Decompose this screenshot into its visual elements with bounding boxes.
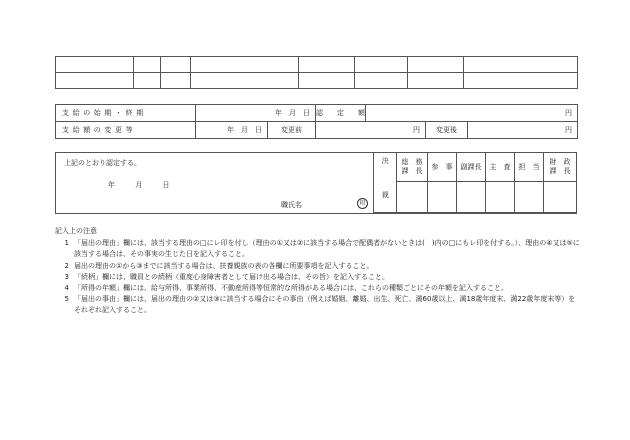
instructions-title: 記入上の注意 xyxy=(55,227,97,235)
table-cell[interactable] xyxy=(299,73,355,89)
list-item: 3 「続柄」欄には、職員との続柄（重度心身障害者として届け出る場合は、その旨）を記入すること。 xyxy=(64,272,389,281)
stamp-header-staff: 担 当 xyxy=(515,153,544,182)
period-label: 支給の始期・終期 xyxy=(56,105,196,122)
before-amount-field[interactable]: 円 xyxy=(316,122,426,139)
table-cell[interactable] xyxy=(408,57,464,73)
stamp-cell[interactable] xyxy=(486,182,515,213)
list-item: 1 「届出の理由」欄には、該当する理由の□にレ印を付し（理由の①又は②に該当する場合で配偶者がないときは( )内の□にもレ印を付する。）、理由の④又は⑤に該当する場合は、その事実の生じた日を記入すること。 xyxy=(64,239,580,259)
table-row xyxy=(56,122,578,139)
stamp-cell[interactable] xyxy=(397,182,428,213)
list-item: 2 届出の理由の①から③までに該当する場合は、扶養親族の表の各欄に所要事項を記入すること。 xyxy=(64,261,374,270)
stamp-cell[interactable] xyxy=(457,182,486,213)
decision-label: 決 裁 xyxy=(374,153,397,213)
seal-icon: 印 xyxy=(357,198,368,209)
stamp-cell[interactable] xyxy=(544,182,577,213)
official-name-label: 職氏名 xyxy=(281,201,302,209)
change-label: 支給額の変更等 xyxy=(56,122,196,139)
approval-stamp-table xyxy=(373,152,577,213)
list-item: 4 「所得の年額」欄には、給与所得、事業所得、不動産所得等恒常的な所得がある場合には、これらの種類ごとにその年額を記入すること。 xyxy=(64,284,508,293)
stamp-header-finance-chief: 財 政 課 長 xyxy=(544,153,577,182)
table-cell[interactable] xyxy=(355,57,408,73)
instructions-section xyxy=(55,226,580,317)
allowance-amount-table xyxy=(55,104,578,139)
certified-amount-label: 認 定 額 xyxy=(316,105,366,122)
table-cell[interactable] xyxy=(134,57,161,73)
table-row xyxy=(56,57,578,73)
approval-statement: 上記のとおり認定する。 xyxy=(64,159,141,167)
stamp-cell[interactable] xyxy=(428,182,457,213)
after-label: 変更後 xyxy=(426,122,468,139)
table-cell[interactable] xyxy=(191,57,299,73)
dependents-table-rows xyxy=(55,56,578,89)
stamp-header-general-affairs-chief: 総 務 課 長 xyxy=(397,153,428,182)
stamp-header-deputy-chief: 副課長 xyxy=(457,153,486,182)
change-date-field[interactable]: 年 月 日 xyxy=(196,122,268,139)
table-row xyxy=(374,153,577,182)
table-cell[interactable] xyxy=(464,57,578,73)
approval-date-field[interactable]: 年 月 日 xyxy=(108,181,170,189)
stamp-cell[interactable] xyxy=(515,182,544,213)
table-row xyxy=(56,73,578,89)
table-cell[interactable] xyxy=(56,73,134,89)
table-cell[interactable] xyxy=(161,57,191,73)
table-cell[interactable] xyxy=(191,73,299,89)
stamp-header-supervisor: 主 査 xyxy=(486,153,515,182)
table-row xyxy=(56,105,578,122)
table-cell[interactable] xyxy=(299,57,355,73)
table-row xyxy=(374,182,577,213)
stamp-header-counselor: 参 事 xyxy=(428,153,457,182)
after-amount-field[interactable]: 円 xyxy=(468,122,578,139)
certified-amount-field[interactable]: 円 xyxy=(366,105,578,122)
table-cell[interactable] xyxy=(161,73,191,89)
table-cell[interactable] xyxy=(56,57,134,73)
table-cell[interactable] xyxy=(134,73,161,89)
list-item: 5 「届出の事由」欄には、届出の理由の②又は③に該当する場合にその事由（例えば婚姻、離婚、出生、死亡、満60歳以上、満18歳年度末、満22歳年度末等）をそれぞれ記入すること。 xyxy=(64,295,576,315)
before-label: 変更前 xyxy=(268,122,316,139)
table-cell[interactable] xyxy=(464,73,578,89)
table-cell[interactable] xyxy=(408,73,464,89)
period-date-field[interactable]: 年 月 日 xyxy=(196,105,316,122)
table-cell[interactable] xyxy=(355,73,408,89)
